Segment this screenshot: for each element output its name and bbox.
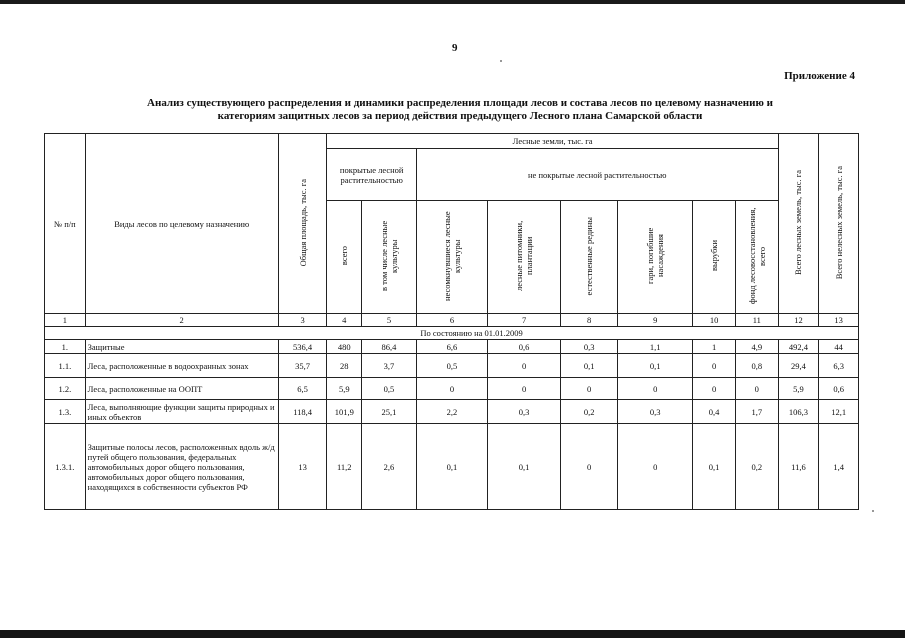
cell-value: 0,5 (416, 354, 487, 378)
cell-value: 0 (488, 378, 561, 400)
header-glades: естественные редины (561, 201, 618, 314)
cell-value: 11,6 (778, 424, 819, 510)
cell-value: 106,3 (778, 400, 819, 424)
header-non-closed: несомкнувшиеся лесные культуры (416, 201, 487, 314)
cell-value: 0,6 (819, 378, 859, 400)
cell-value: 101,9 (327, 400, 362, 424)
header-burnt: гари, погибшие насаждения (618, 201, 693, 314)
cell-value: 0,1 (693, 424, 736, 510)
col-number: 4 (327, 314, 362, 327)
cell-value: 0,3 (488, 400, 561, 424)
section-label: По состоянию на 01.01.2009 (85, 327, 858, 340)
cell-value: 0 (488, 354, 561, 378)
table-row (45, 378, 859, 400)
cell-value: 0,1 (488, 424, 561, 510)
table-row (45, 354, 859, 378)
cell-value: 13 (278, 424, 327, 510)
col-number: 2 (85, 314, 278, 327)
cell-value: 0,3 (618, 400, 693, 424)
cell-value: 0,6 (488, 340, 561, 354)
page-number: 9 (452, 42, 458, 54)
cell-value: 0,1 (561, 354, 618, 378)
cell-value: 3,7 (362, 354, 417, 378)
table-row (45, 340, 859, 354)
col-number: 10 (693, 314, 736, 327)
header-num: № п/п (45, 134, 86, 314)
cell-value: 0 (618, 424, 693, 510)
cell-value: 1,7 (735, 400, 778, 424)
header-forest-lands: Лесные земли, тыс. га (327, 134, 778, 149)
cell-value: 480 (327, 340, 362, 354)
header-incl-cultures: в том числе лесные культуры (362, 201, 417, 314)
table-row (45, 400, 859, 424)
cell-value: 0,5 (362, 378, 417, 400)
col-number: 5 (362, 314, 417, 327)
cell-value: 5,9 (327, 378, 362, 400)
col-number: 6 (416, 314, 487, 327)
cell-value: 0,8 (735, 354, 778, 378)
cell-value: 118,4 (278, 400, 327, 424)
col-number: 1 (45, 314, 86, 327)
cell-value: 11,2 (327, 424, 362, 510)
row-number: 1.3.1. (45, 424, 86, 510)
annex-label: Приложение 4 (784, 70, 855, 82)
row-name: Защитные (85, 340, 278, 354)
header-forest-type: Виды лесов по целевому назначению (85, 134, 278, 314)
header-not-covered: не покрытые лесной растительностью (416, 149, 778, 201)
row-name: Леса, расположенные в водоохранных зонах (85, 354, 278, 378)
cell-value: 0 (618, 378, 693, 400)
cell-value: 86,4 (362, 340, 417, 354)
table-row (45, 424, 859, 510)
col-number: 3 (278, 314, 327, 327)
cell-value: 0,4 (693, 400, 736, 424)
header-covered: покрытые лесной растительностью (327, 149, 416, 201)
header-total-area: Общая площадь, тыс. га (278, 134, 327, 314)
cell-value: 2,2 (416, 400, 487, 424)
scan-speck (872, 510, 874, 512)
cell-value: 25,1 (362, 400, 417, 424)
header-reserve: фонд лесовосстановления, всего (735, 201, 778, 314)
cell-value: 2,6 (362, 424, 417, 510)
row-number: 1.3. (45, 400, 86, 424)
cell-value: 12,1 (819, 400, 859, 424)
cell-value: 492,4 (778, 340, 819, 354)
top-scan-edge (0, 0, 905, 4)
header-total-nonforest: Всего нелесных земель, тыс. га (819, 134, 859, 314)
col-number: 9 (618, 314, 693, 327)
cell-value: 1 (693, 340, 736, 354)
col-number: 13 (819, 314, 859, 327)
cell-value: 536,4 (278, 340, 327, 354)
table-body (45, 340, 859, 510)
cell-value: 29,4 (778, 354, 819, 378)
cell-value: 6,5 (278, 378, 327, 400)
row-number: 1.1. (45, 354, 86, 378)
header-clearings: вырубки (693, 201, 736, 314)
header-nurseries: лесные питомники, плантации (488, 201, 561, 314)
row-name: Леса, выполняющие функции защиты природных и иных объектов (85, 400, 278, 424)
cell-value: 1,1 (618, 340, 693, 354)
title-line-2: категориям защитных лесов за период действия предыдущего Лесного плана Самарской области (217, 110, 703, 122)
col-number: 7 (488, 314, 561, 327)
cell-value: 6,3 (819, 354, 859, 378)
cell-value: 35,7 (278, 354, 327, 378)
row-number: 1.2. (45, 378, 86, 400)
col-number: 11 (735, 314, 778, 327)
cell-value: 0 (561, 424, 618, 510)
cell-value: 0,1 (618, 354, 693, 378)
cell-value: 0 (693, 354, 736, 378)
cell-value: 0,3 (561, 340, 618, 354)
cell-value: 0 (735, 378, 778, 400)
cell-value: 28 (327, 354, 362, 378)
document-title (70, 97, 850, 123)
title-line-1: Анализ существующего распределения и динамики распределения площади лесов и состава лесов по целевому назначению и (147, 97, 773, 109)
cell-value: 0,2 (561, 400, 618, 424)
cell-value: 0,2 (735, 424, 778, 510)
column-number-row (45, 314, 859, 327)
cell-value: 1,4 (819, 424, 859, 510)
cell-value: 0 (693, 378, 736, 400)
cell-value: 0,1 (416, 424, 487, 510)
cell-value: 44 (819, 340, 859, 354)
col-number: 8 (561, 314, 618, 327)
row-number: 1. (45, 340, 86, 354)
cell-value: 5,9 (778, 378, 819, 400)
header-all: всего (327, 201, 362, 314)
cell-value: 0 (561, 378, 618, 400)
row-name: Защитные полосы лесов, расположенных вдоль ж/д путей общего пользования, федеральных автомобильных дорог общего пользования, автомобильных дорог общего пользования, находящихся в собственности субъектов РФ (85, 424, 278, 510)
cell-value: 0 (416, 378, 487, 400)
row-name: Леса, расположенные на ООПТ (85, 378, 278, 400)
cell-value: 4,9 (735, 340, 778, 354)
scan-speck (500, 60, 502, 62)
bottom-scan-edge (0, 630, 905, 638)
header-total-forest: Всего лесных земель, тыс. га (778, 134, 819, 314)
cell-value: 6,6 (416, 340, 487, 354)
forest-distribution-table (44, 133, 859, 510)
col-number: 12 (778, 314, 819, 327)
